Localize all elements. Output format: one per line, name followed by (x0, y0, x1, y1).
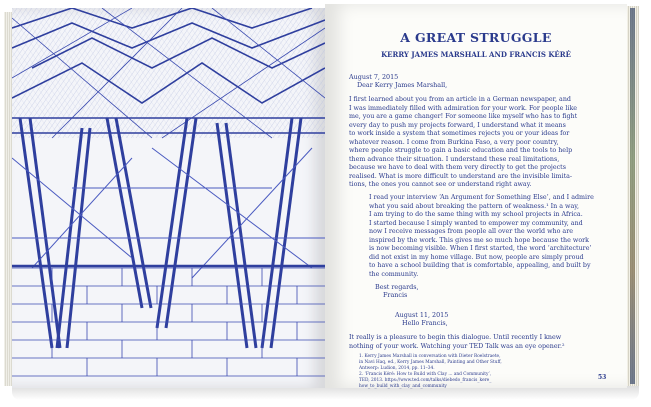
text-line: what you said about breaking the pattern of weakness.¹ In a way, (369, 202, 580, 210)
letter1-paragraph1 (349, 96, 577, 190)
right-page-text (325, 4, 627, 388)
footnote-line: 2. ‘Francis Kéré: How to Build with Clay ... and Community’, (359, 371, 492, 377)
footnote-line: TED, 2013. https://www.ted.com/talks/diebedo_francis_kere_ (359, 377, 492, 383)
cover-edge (630, 8, 635, 384)
text-line: I started because I simply wanted to empower my community, and (369, 219, 583, 227)
text-line: I first learned about you from an article in a German newspaper, and (349, 96, 571, 103)
text-line: to work inside a system that sometimes rejects you or your ideas for (349, 130, 570, 138)
text-line: I was immediately filled with admiration for your work. For people like (349, 104, 578, 112)
letter2-salutation: Hello Francis, (402, 319, 448, 327)
text-line: did not exist in my home village. But now, people are simply proud (369, 253, 584, 261)
page-number: 53 (598, 374, 607, 381)
text-line: is now becoming visible. When I first started, the word ‘architecture’ (369, 245, 592, 253)
letter1-signature: Francis (383, 291, 408, 299)
letter1-salutation: Dear Kerry James Marshall, (357, 81, 448, 89)
text-line: tions, the ones you cannot see or understand right away. (349, 181, 532, 189)
page-subtitle: KERRY JAMES MARSHALL AND FRANCIS KÉRÉ (381, 50, 571, 59)
footnote-line: in Navi Haq, ed., Kerry James Marshall, Painting and Other Stuff, (359, 359, 502, 365)
text-line: It really is a pleasure to begin this dialogue. Until recently I knew (349, 334, 562, 341)
footnote-line: how_to_build_with_clay_and_community (359, 383, 447, 389)
page-title: A GREAT STRUGGLE (400, 30, 552, 45)
text-line: inspired by the work. This gives me so much hope because the work (369, 236, 590, 244)
text-line: them advance their situation. I understand these real limitations, (349, 155, 560, 163)
text-line: now I receive messages from people all over the world who are (369, 228, 574, 236)
left-page-artwork (12, 8, 325, 388)
letter2-paragraph1 (349, 334, 565, 351)
text-line: I am trying to do the same thing with my school projects in Africa. (369, 211, 583, 219)
letter1-paragraph2 (369, 194, 594, 279)
footnotes (359, 354, 502, 389)
text-line: realised. What is more difficult to understand are the invisible limita- (349, 172, 573, 180)
footnote-line: 1. Kerry James Marshall in conversation with Dieter Roelstraete, (359, 354, 501, 359)
text-line: the community. (369, 270, 419, 278)
letter1-closing: Best regards, (375, 283, 419, 291)
text-line: I read your interview ‘An Argument for Something Else’, and I admire (369, 194, 594, 201)
text-line: whatever reason. I come from Burkina Faso, a very poor country, (349, 138, 559, 146)
letter2-date: August 11, 2015 (395, 311, 449, 319)
architectural-drawing (12, 8, 325, 388)
text-line: to have a school building that is comfortable, appealing, and built by (369, 262, 591, 270)
text-line: because we have to deal with them very directly to get the projects (349, 164, 566, 172)
text-line: me, you are a game changer! For someone like myself who has to fight (349, 113, 578, 121)
letter1-date: August 7, 2015 (349, 73, 399, 81)
text-line: every day to push my projects forward, I understand what it means (349, 121, 566, 129)
text-line: nothing of your work. Watching your TED Talk was an eye opener.² (349, 342, 565, 350)
footnote-line: Antwerp: Ludion, 2014, pp. 11–34. (359, 365, 435, 371)
text-line: where people struggle to gain a basic education and the tools to help (349, 147, 573, 155)
